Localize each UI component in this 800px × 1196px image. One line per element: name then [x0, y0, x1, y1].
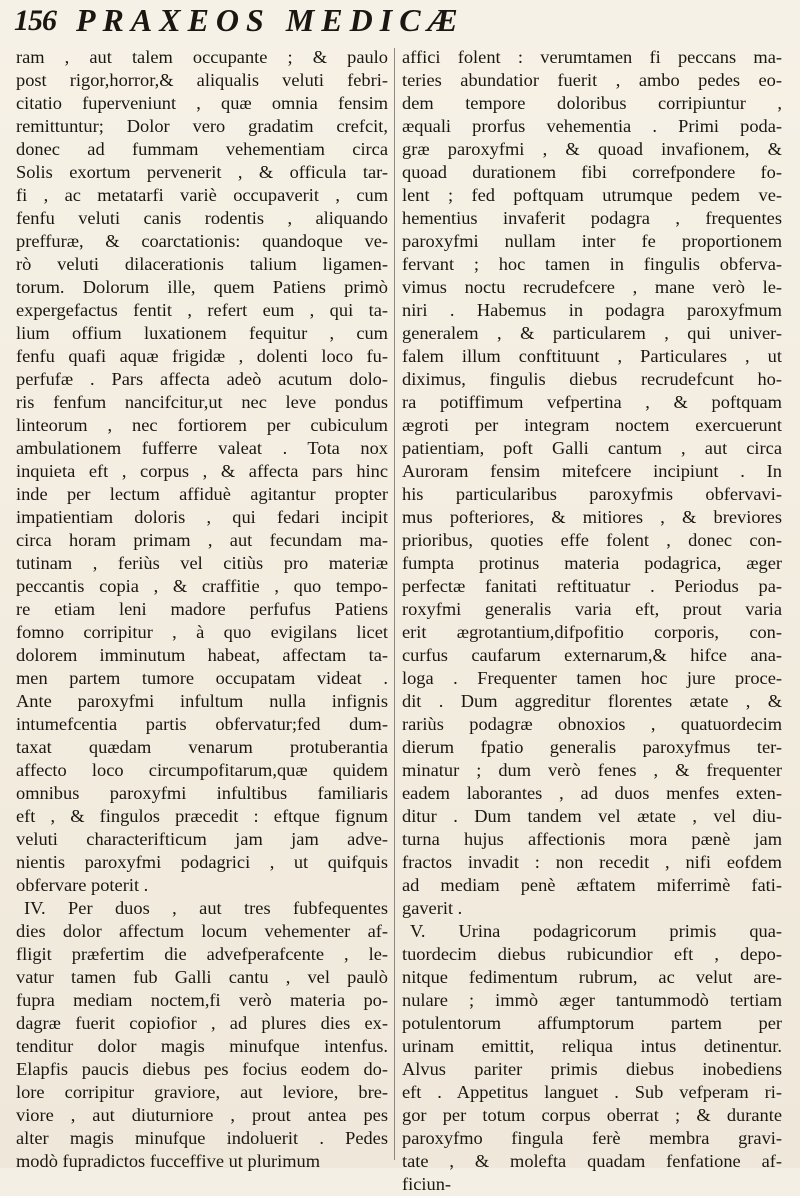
text-line: inquieta eft , corpus , & affecta pars hinc: [16, 461, 388, 481]
text-line: erit ægrotantium,difpofitio corporis, con-: [402, 622, 782, 642]
text-line: fenfu veluti canis rodentis , aliquando: [16, 208, 388, 228]
text-line: lore corripitur graviore, aut leviore, bre-: [16, 1082, 388, 1102]
text-line: paroxyfmi nullam inter fe proportionem: [402, 231, 782, 251]
text-line: obfervare poterit .: [16, 875, 149, 895]
text-line: taxat quædam venarum protuberantia: [16, 737, 388, 757]
text-line: ficiun-: [402, 1174, 452, 1194]
text-line: Auroram fensim mitefcere incipiunt . In: [402, 461, 782, 481]
text-line: vimus noctu recrudefcere , mane verò le-: [402, 277, 782, 297]
text-line: tuordecim diebus rubicundior eft , depo-: [402, 944, 782, 964]
text-line: nitque fedimentum rubrum, ac velut are-: [402, 967, 782, 987]
text-line: linteorum , nec fortiorem per cubiculum: [16, 415, 388, 435]
text-line: modò fupradictos fucceffive ut plurimum: [16, 1151, 321, 1171]
text-line: re etiam leni madore perfufus Patiens: [16, 599, 388, 619]
text-line: fi , ac metatarfi variè occupaverit , cum: [16, 185, 388, 205]
text-line: rò veluti dilacerationis talium ligamen-: [16, 254, 388, 274]
text-line: gor per totum corpus oberrat ; & durante: [402, 1105, 782, 1125]
text-line: remittuntur; Dolor vero gradatim crefcit,: [16, 116, 388, 136]
text-line: preffuræ, & coarctationis: quandoque ve-: [16, 231, 388, 251]
text-line: ditur . Dum tandem vel ætate , vel diu-: [402, 806, 782, 826]
text-line: fupra mediam noctem,fi verò materia po-: [16, 990, 388, 1010]
text-line: perfectæ fanitati reftituatur . Periodus pa-: [402, 576, 782, 596]
text-line: dem tempore doloribus corripiuntur ,: [402, 93, 782, 113]
text-line: impatientiam doloris , qui fedari incipit: [16, 507, 388, 527]
text-line: minatur ; dum verò fenes , & frequenter: [402, 760, 782, 780]
text-line: veluti characterifticum jam jam adve-: [16, 829, 388, 849]
text-line: dolorem imminutum habeat, affectam ta-: [16, 645, 388, 665]
text-line: ram , aut talem occupante ; & paulo: [16, 47, 388, 67]
text-line: affecto loco circumpofitarum,quæ quidem: [16, 760, 388, 780]
text-line: gaverit .: [402, 898, 463, 918]
text-line: Alvus pariter primis diebus inobediens: [402, 1059, 782, 1079]
text-line: ambulationem fufferre valeat . Tota nox: [16, 438, 388, 458]
text-line: quoad durationem fibi correfpondere fo-: [402, 162, 782, 182]
right-text-column: [402, 46, 782, 1194]
text-line: dit . Dum aggreditur florentes ætate , &: [402, 691, 782, 711]
text-line: viore , aut diuturniore , prout antea pes: [16, 1105, 388, 1125]
text-line: urinam emittit, reliqua intus detinentur.: [402, 1036, 782, 1056]
text-line: dagræ fuerit copiofior , ad plures dies ex-: [16, 1013, 388, 1033]
text-line: niri . Habemus in podagra paroxyfmum: [402, 300, 782, 320]
text-line: diximus, fingulis diebus recrudefcunt ho-: [402, 369, 782, 389]
text-line: peccantis copia , & craffitie , quo tempo-: [16, 576, 388, 596]
text-line: tate , & molefta quadam fenfatione af-: [402, 1151, 782, 1171]
text-line: eft . Appetitus languet . Sub vefperam ri-: [402, 1082, 782, 1102]
text-line: dierum fpatio generalis paroxyfmus ter-: [402, 737, 782, 757]
text-line: rariùs podagræ obnoxios , quatuordecim: [402, 714, 782, 734]
text-line: fomno corripitur , à quo evigilans licet: [16, 622, 388, 642]
text-line: generalem , & particularem , qui univer-: [402, 323, 782, 343]
text-line: hementius invaferit podagra , frequentes: [402, 208, 782, 228]
text-line: turna hujus affectionis mora pænè jam: [402, 829, 782, 849]
text-line: men partem tumore occupatam videat .: [16, 668, 388, 688]
text-line: ad mediam penè æftatem miferrimè fati-: [402, 875, 782, 895]
text-line: fenfu quafi aquæ frigidæ , dolenti loco fu-: [16, 346, 388, 366]
text-line: inde per lectum affiduè agitantur propter: [16, 484, 388, 504]
text-line: lium offium luxationem fequitur , cum: [16, 323, 388, 343]
text-line: fervant ; hoc tamen in fingulis obferva-: [402, 254, 782, 274]
text-line: fumpta protinus materia podagrica, æger: [402, 553, 782, 573]
text-line: eft , & fingulos præcedit : eftque fignum: [16, 806, 388, 826]
text-line: mus pofteriores, & mitiores , & breviores: [402, 507, 782, 527]
text-line: Solis exortum pervenerit , & officula tar-: [16, 162, 388, 182]
text-line: alter magis minufque indoluerit . Pedes: [16, 1128, 388, 1148]
text-line: eadem laborantes , ad duos menfes exten-: [402, 783, 782, 803]
text-line: ris fenfum nancifcitur,ut nec leve pondus: [16, 392, 388, 412]
text-line: tenditur dolor magis minufque intenfus.: [16, 1036, 388, 1056]
text-line: IV. Per duos , aut tres fubfequentes: [24, 898, 388, 918]
text-line: circa horam primam , aut fecundam ma-: [16, 530, 388, 550]
text-line: vatur tamen fub Galli cantu , vel paulò: [16, 967, 388, 987]
text-line: paroxyfmo fingula ferè membra gravi-: [402, 1128, 782, 1148]
text-line: ra potiffimum vefpertina , & poftquam: [402, 392, 782, 412]
text-line: loga . Frequenter tamen hoc jure proce-: [402, 668, 782, 688]
text-line: græ paroxyfmi , & quoad invafionem, &: [402, 139, 782, 159]
text-line: fligit præfertim die advefperafcente , le-: [16, 944, 388, 964]
text-line: ægroti per integram noctem exercuerunt: [402, 415, 782, 435]
text-line: donec ad fummam vehementiam circa: [16, 139, 388, 159]
text-line: intumefcentia partis obfervatur;fed dum-: [16, 714, 388, 734]
text-line: potulentorum affumptorum partem per: [402, 1013, 782, 1033]
text-line: æquali prorfus vehementia . Primi poda-: [402, 116, 782, 136]
text-line: omnibus paroxyfmi infultibus familiaris: [16, 783, 388, 803]
text-line: fractos invadit : non recedit , nifi eofdem: [402, 852, 782, 872]
text-line: tutinam , feriùs vel citiùs pro materiæ: [16, 553, 388, 573]
text-line: prioribus, quoties effe folent , donec con-: [402, 530, 782, 550]
text-line: torum. Dolorum ille, quem Patiens primò: [16, 277, 388, 297]
text-line: falem illum conftituunt , Particulares , ut: [402, 346, 782, 366]
text-line: teries abundatior fuerit , ambo pedes eo-: [402, 70, 782, 90]
text-line: nulare ; immò æger tantummodò tertiam: [402, 990, 782, 1010]
text-line: expergefactus fentit , refert eum , qui ta-: [16, 300, 388, 320]
column-divider: [394, 48, 395, 1160]
text-line: affici folent : verumtamen fi peccans ma-: [402, 47, 782, 67]
text-line: roxyfmi generalis varia eft, prout varia: [402, 599, 782, 619]
page-number: 156: [14, 4, 56, 37]
text-line: perfufæ . Pars affecta adeò acutum dolo-: [16, 369, 388, 389]
text-line: dies dolor affectum locum vehementer af-: [16, 921, 388, 941]
text-line: citatio fuperveniunt , quæ omnia fensim: [16, 93, 388, 113]
text-line: curfus caufarum externarum,& hifce ana-: [402, 645, 782, 665]
text-line: post rigor,horror,& aliqualis veluti febri-: [16, 70, 388, 90]
text-line: Ante paroxyfmi infultum nulla infignis: [16, 691, 388, 711]
text-line: his particularibus paroxyfmis obfervavi-: [402, 484, 782, 504]
text-line: Elapfis paucis diebus pes focius eodem do-: [16, 1059, 388, 1079]
text-line: patientiam, poft Galli cantum , aut circa: [402, 438, 782, 458]
left-text-column: [16, 46, 388, 1171]
text-line: nientis paroxyfmi podagrici , ut quifquis: [16, 852, 388, 872]
text-line: lent ; fed poftquam utrumque pedem ve-: [402, 185, 782, 205]
page-header: [14, 2, 784, 46]
text-line: V. Urina podagricorum primis qua-: [410, 921, 782, 941]
running-title: PRAXEOS MEDICÆ: [76, 2, 465, 38]
